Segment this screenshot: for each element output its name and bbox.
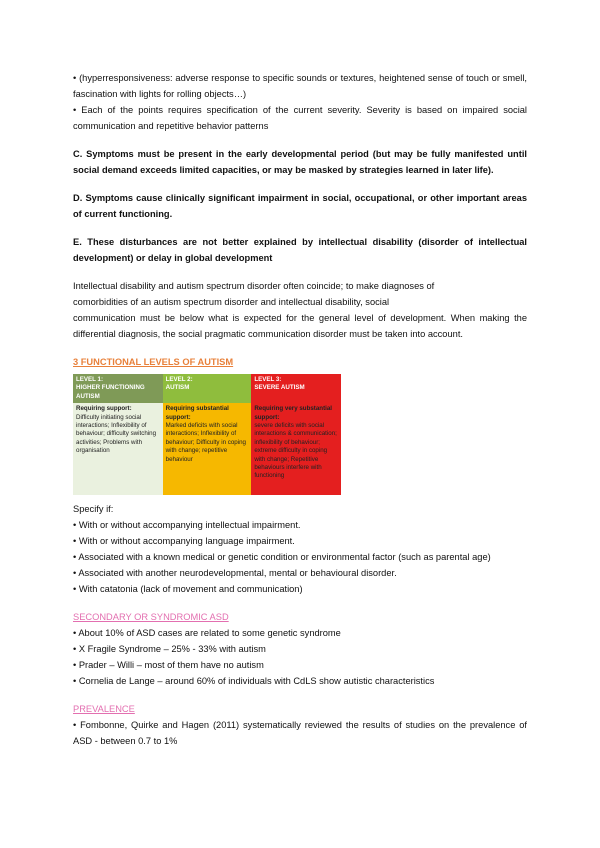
criterion-e: E. These disturbances are not better explained by intellectual disability (disorder of intellectual development) or delay in global development: [73, 237, 527, 263]
specify-item: • With catatonia (lack of movement and communication): [73, 584, 303, 595]
intro-bullet-2: • Each of the points requires specification of the current severity. Severity is based on impaired social communication and repetitive behavior patterns: [73, 105, 527, 131]
secondary-item: • Cornelia de Lange – around 60% of individuals with CdLS show autistic characteristics: [73, 676, 435, 687]
level1-title: LEVEL 1: HIGHER FUNCTIONING AUTISM: [73, 374, 163, 403]
paragraph-line-3: communication must be below what is expected for the general level of development. When making the differential diagnosis, the social pragmatic communication disorder must be taken into account.: [73, 313, 527, 339]
paragraph-line-1: Intellectual disability and autism spectrum disorder often coincide; to make diagnoses of: [73, 281, 435, 291]
secondary-heading: SECONDARY OR SYNDROMIC ASD: [73, 612, 229, 623]
level2-label: Requiring substantial support:: [165, 405, 229, 421]
level2-body: [163, 403, 252, 495]
levels-heading: 3 FUNCTIONAL LEVELS OF AUTISM: [73, 357, 234, 367]
level3-label: Requiring very substantial support:: [254, 405, 333, 421]
document-page: [73, 70, 527, 749]
secondary-item: • Prader – Willi – most of them have no autism: [73, 660, 264, 671]
levels-table: [73, 374, 341, 495]
specify-item: • Associated with a known medical or genetic condition or environmental factor (such as parental age): [73, 552, 491, 563]
level1-text: Difficulty initiating social interactions; Inflexibility of behaviour; difficulty switching activities; Problems with organisation: [76, 413, 157, 455]
secondary-item: • About 10% of ASD cases are related to some genetic syndrome: [73, 628, 341, 639]
level3-title: LEVEL 3: SEVERE AUTISM: [251, 374, 341, 403]
level3-body: [251, 403, 341, 495]
specify-item: • Associated with another neurodevelopmental, mental or behavioural disorder.: [73, 568, 397, 579]
secondary-item: • X Fragile Syndrome – 25% - 33% with autism: [73, 644, 266, 655]
level2-text: Marked deficits with social interactions; Inflexibility of behaviour; Difficulty in coping with change; repetitive behaviour: [165, 422, 246, 463]
prevalence-heading: PREVALENCE: [73, 704, 135, 715]
specify-title: Specify if:: [73, 504, 114, 515]
paragraph-line-2: comorbidities of an autism spectrum disorder and intellectual disability, social: [73, 297, 390, 307]
level2-title: LEVEL 2: AUTISM: [163, 374, 252, 403]
criterion-d: D. Symptoms cause clinically significant impairment in social, occupational, or other important areas of current functioning.: [73, 193, 527, 219]
prevalence-text: • Fombonne, Quirke and Hagen (2011) systematically reviewed the results of studies on the prevalence of ASD - between 0.7 to 1%: [73, 720, 527, 747]
criterion-c: C. Symptoms must be present in the early developmental period (but may be fully manifested until social demand exceeds limited capacities, or may be masked by strategies learned in later life).: [73, 149, 527, 175]
intro-bullet-1: • (hyperresponsiveness: adverse response to specific sounds or textures, heightened sense of touch or smell, fascination with lights for rolling objects…): [73, 73, 527, 99]
level1-body: [73, 403, 163, 495]
specify-item: • With or without accompanying intellectual impairment.: [73, 520, 301, 531]
specify-item: • With or without accompanying language impairment.: [73, 536, 295, 547]
level3-text: severe deficits with social interactions & communication; inflexibility of behaviour; extreme difficulty in coping with change; Repetitive behaviours interfere with functioning: [254, 422, 337, 480]
level1-label: Requiring support:: [76, 405, 132, 413]
